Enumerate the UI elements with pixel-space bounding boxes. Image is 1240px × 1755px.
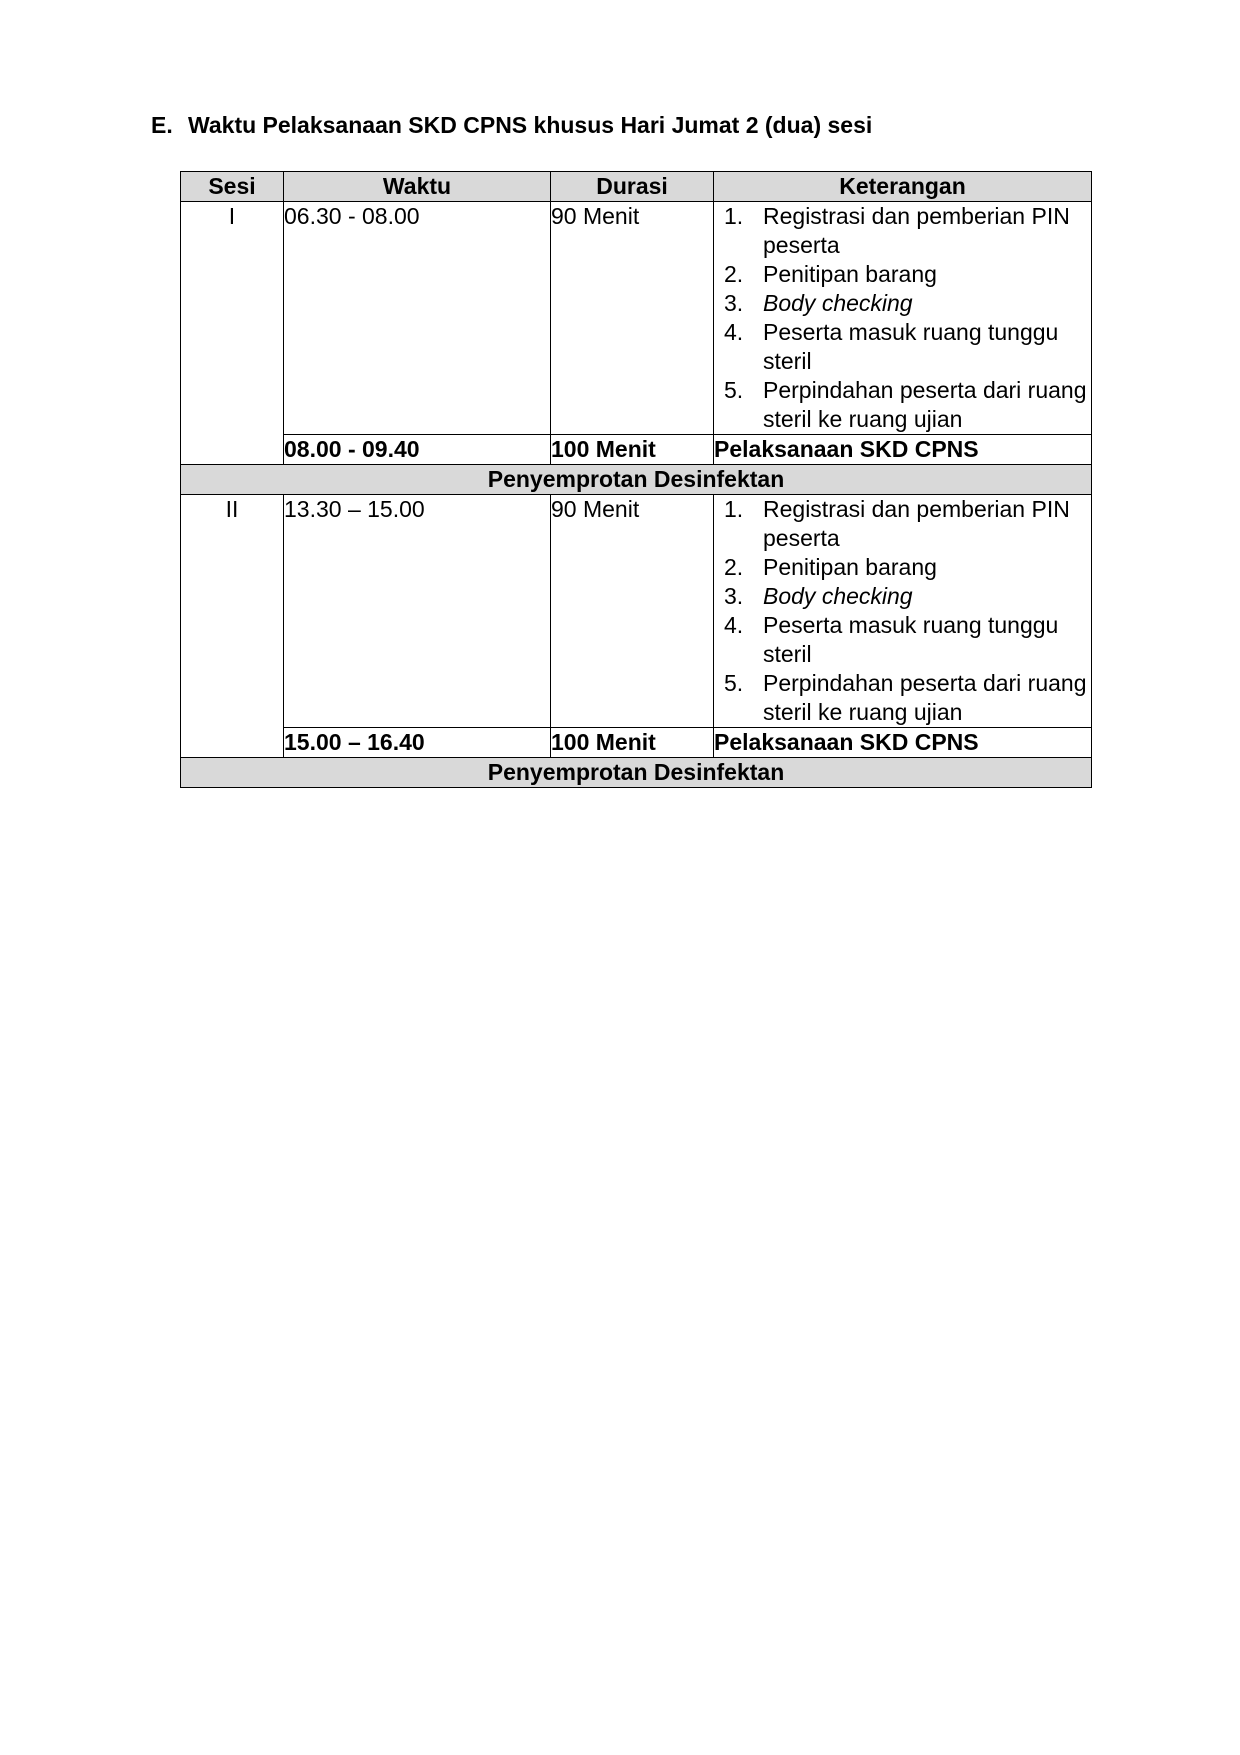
- exam-description: Pelaksanaan SKD CPNS: [714, 728, 1092, 758]
- header-durasi: Durasi: [551, 172, 714, 202]
- step-text: Registrasi dan pemberian PIN peserta: [763, 203, 1070, 258]
- header-keterangan: Keterangan: [714, 172, 1092, 202]
- separator-row: [181, 758, 1092, 788]
- step-text: Peserta masuk ruang tunggu steril: [763, 612, 1059, 667]
- list-item: [724, 376, 1091, 434]
- step-number: 5.: [724, 377, 744, 403]
- step-number: 1.: [724, 496, 744, 522]
- prep-duration: 90 Menit: [551, 495, 714, 728]
- step-text: Peserta masuk ruang tunggu steril: [763, 319, 1059, 374]
- separator-row: [181, 465, 1092, 495]
- step-number: 3.: [724, 290, 744, 316]
- step-number: 4.: [724, 319, 744, 345]
- step-text: Penitipan barang: [763, 554, 937, 580]
- step-number: 2.: [724, 554, 744, 580]
- exam-time: 08.00 - 09.40: [284, 435, 551, 465]
- table-header-row: [181, 172, 1092, 202]
- list-item: [724, 611, 1091, 669]
- header-waktu: Waktu: [284, 172, 551, 202]
- step-text: Body checking: [763, 583, 913, 609]
- step-number: 1.: [724, 203, 744, 229]
- prep-steps-cell: [714, 202, 1092, 435]
- table-row: [181, 202, 1092, 435]
- list-item: [724, 553, 1091, 582]
- step-number: 3.: [724, 583, 744, 609]
- section-title: Waktu Pelaksanaan SKD CPNS khusus Hari Jumat 2 (dua) sesi: [188, 112, 873, 138]
- step-number: 2.: [724, 261, 744, 287]
- prep-steps-cell: [714, 495, 1092, 728]
- prep-duration: 90 Menit: [551, 202, 714, 435]
- exam-description: Pelaksanaan SKD CPNS: [714, 435, 1092, 465]
- exam-time: 15.00 – 16.40: [284, 728, 551, 758]
- separator-label: Penyemprotan Desinfektan: [181, 758, 1092, 788]
- table-row: [181, 435, 1092, 465]
- schedule-table: [180, 171, 1092, 788]
- list-item: [724, 289, 1091, 318]
- step-text: Penitipan barang: [763, 261, 937, 287]
- step-number: 5.: [724, 670, 744, 696]
- header-sesi: Sesi: [181, 172, 284, 202]
- session-label: II: [181, 495, 284, 758]
- exam-duration: 100 Menit: [551, 728, 714, 758]
- step-text: Perpindahan peserta dari ruang steril ke ruang ujian: [763, 670, 1087, 725]
- list-item: [724, 582, 1091, 611]
- step-text: Registrasi dan pemberian PIN peserta: [763, 496, 1070, 551]
- session-label: I: [181, 202, 284, 465]
- section-letter: E.: [151, 112, 173, 138]
- prep-steps-list: [714, 495, 1091, 727]
- prep-time: 06.30 - 08.00: [284, 202, 551, 435]
- list-item: [724, 318, 1091, 376]
- prep-steps-list: [714, 202, 1091, 434]
- section-heading: [151, 112, 872, 139]
- list-item: [724, 202, 1091, 260]
- separator-label: Penyemprotan Desinfektan: [181, 465, 1092, 495]
- exam-duration: 100 Menit: [551, 435, 714, 465]
- table-row: [181, 495, 1092, 728]
- step-number: 4.: [724, 612, 744, 638]
- step-text: Perpindahan peserta dari ruang steril ke ruang ujian: [763, 377, 1087, 432]
- list-item: [724, 495, 1091, 553]
- list-item: [724, 260, 1091, 289]
- list-item: [724, 669, 1091, 727]
- table-row: [181, 728, 1092, 758]
- prep-time: 13.30 – 15.00: [284, 495, 551, 728]
- step-text: Body checking: [763, 290, 913, 316]
